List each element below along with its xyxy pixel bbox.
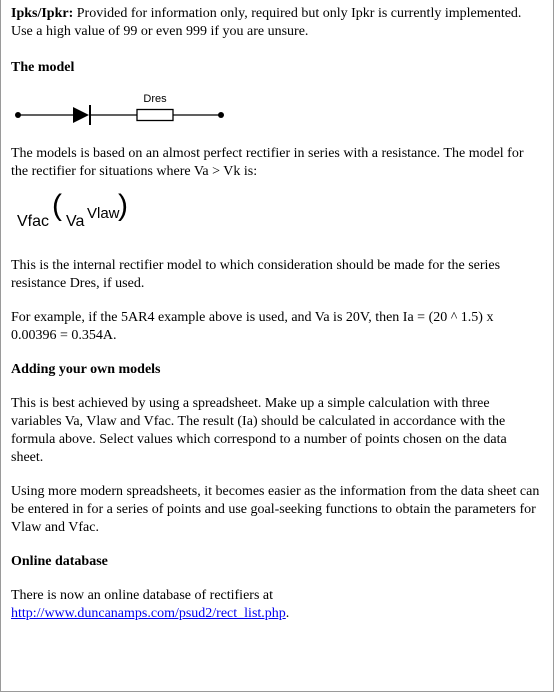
diode-symbol — [73, 107, 89, 123]
intro-term: Ipks/Ipkr: — [11, 6, 74, 21]
modern-spreadsheets-paragraph: Using more modern spreadsheets, it becomes easier as the information from the data sheet can be entered in for a series of points and use goal-seeking functions to obtain the parameters for Vlaw and Vfac. — [11, 484, 540, 535]
example-paragraph: For example, if the 5AR4 example above is used, and Va is 20V, then Ia = (20 ^ 1.5) x 0.00396 = 0.354A. — [11, 310, 494, 343]
rectifier-circuit-svg — [11, 91, 241, 131]
online-database-link[interactable]: http://www.duncanamps.com/psud2/rect_list.php — [11, 606, 286, 621]
model-paragraph: The models is based on an almost perfect rectifier in series with a resistance. The model for the rectifier for situations where Va > Vk is: — [11, 146, 524, 179]
resistor-symbol — [137, 110, 173, 121]
help-content — [11, 5, 541, 623]
online-database-heading: Online database — [11, 554, 108, 569]
formula-exponent: Vlaw — [87, 205, 120, 222]
internal-model-paragraph: This is the internal rectifier model to which consideration should be made for the series resistance Dres, if used. — [11, 258, 501, 291]
intro-text: Provided for information only, required but only Ipkr is currently implemented. Use a high value of 99 or even 999 if you are unsure. — [11, 6, 522, 39]
formula-base: Va — [66, 213, 85, 230]
rectifier-formula — [11, 189, 541, 239]
online-database-suffix: . — [285, 606, 290, 621]
online-database-text: There is now an online database of rectifiers at — [11, 588, 274, 603]
formula-coefficient: Vfac — [17, 213, 50, 230]
online-database-paragraph — [11, 587, 541, 623]
adding-models-paragraph: This is best achieved by using a spreadsheet. Make up a simple calculation with three variables Va, Vlaw and Vfac. The result (Ia) should be calculated in accordance with the formula above. Select values which correspond to a number of points chosen on the data sheet. — [11, 396, 507, 465]
intro-paragraph — [11, 5, 541, 41]
rectifier-diagram — [11, 91, 541, 131]
formula-open-paren: ( — [52, 189, 62, 222]
model-heading: The model — [11, 60, 75, 75]
resistor-label: Dres — [143, 93, 167, 105]
formula-close-paren: ) — [118, 189, 128, 222]
right-terminal — [218, 112, 224, 118]
adding-models-heading: Adding your own models — [11, 362, 161, 377]
